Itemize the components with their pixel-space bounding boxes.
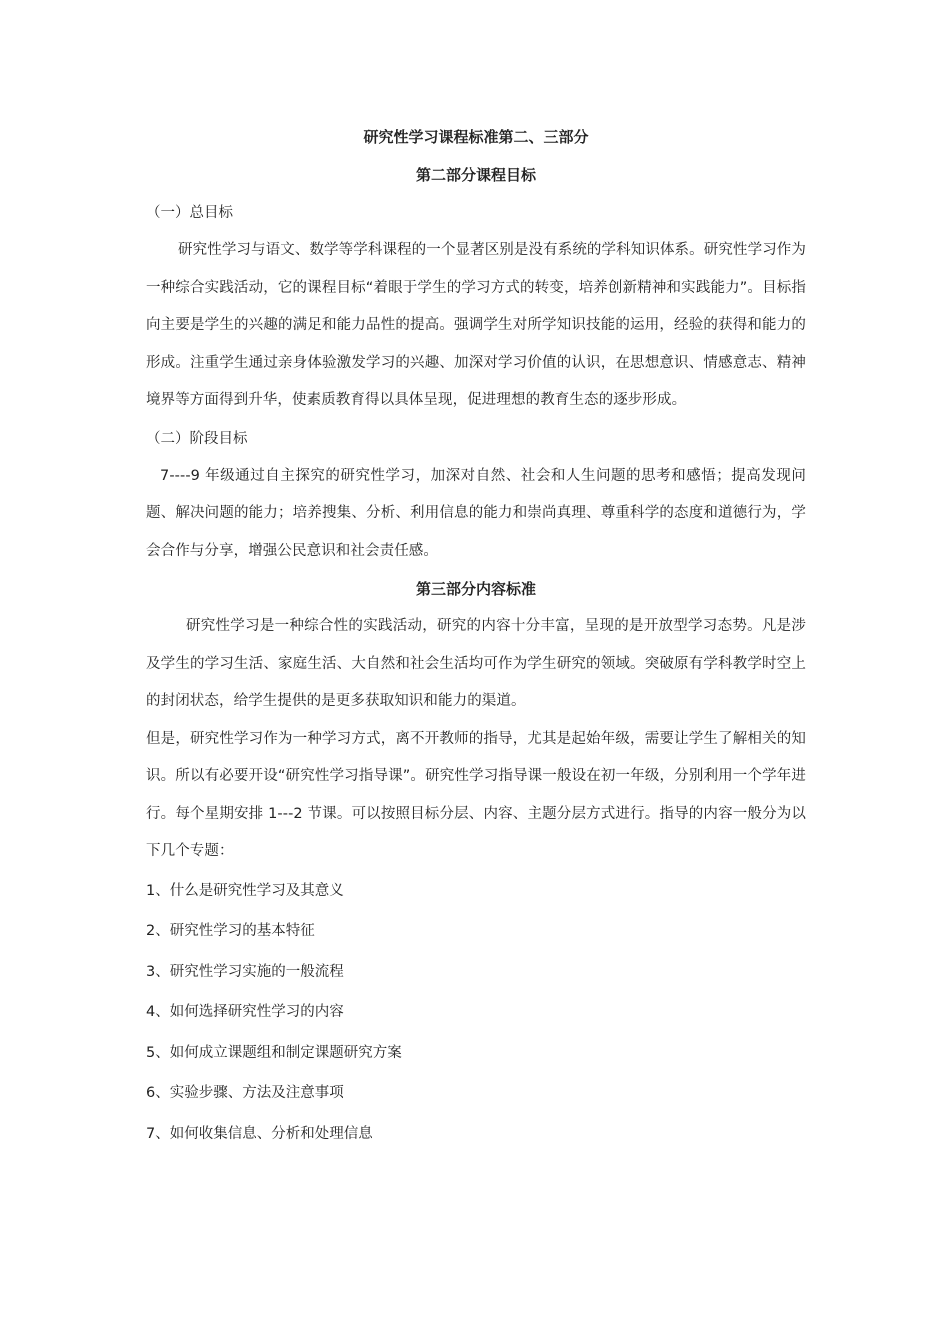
section2-heading: （二）阶段目标 [146, 430, 248, 447]
list-item: 1、什么是研究性学习及其意义 [146, 882, 344, 899]
list-item: 3、研究性学习实施的一般流程 [146, 963, 344, 980]
part3-paragraph-1: 研究性学习是一种综合性的实践活动，研究的内容十分丰富，呈现的是开放型学习态势。凡是涉及学生的学习生活、家庭生活、大自然和社会生活均可作为学生研究的领域。突破原有学科教学时空上的封闭状态，给学生提供的是更多获取知识和能力的渠道。 [146, 618, 806, 709]
list-item: 7、如何收集信息、分析和处理信息 [146, 1125, 373, 1142]
section1-heading: （一）总目标 [146, 205, 233, 221]
part2-title: 第二部分课程目标 [415, 166, 536, 184]
list-item: 2、研究性学习的基本特征 [146, 923, 315, 939]
part3-title: 第三部分内容标准 [415, 580, 536, 598]
section1-paragraph: 研究性学习与语文、数学等学科课程的一个显著区别是没有系统的学科知识体系。研究性学习作为一种综合实践活动，它的课程目标“着眼于学生的学习方式的转变，培养创新精神和实践能力”。目标指向主要是学生的兴趣的满足和能力品性的提高。强调学生对所学知识技能的运用，经验的获得和能力的形成。注重学生通过亲身体验激发学习的兴趣、加深对学习价值的认识，在思想意识、情感意志、精神境界等方面得到升华，使素质教育得以具体呈现，促进理想的教育生态的逐步形成。 [146, 242, 806, 408]
section2-paragraph: 7----9 年级通过自主探究的研究性学习，加深对自然、社会和人生问题的思考和感悟；提高发现问题、解决问题的能力；培养搜集、分析、利用信息的能力和崇尚真理、尊重科学的态度和道德行为，学会合作与分享，增强公民意识和社会责任感。 [146, 467, 806, 559]
list-item: 4、如何选择研究性学习的内容 [146, 1004, 344, 1020]
document-title: 研究性学习课程标准第二、三部分 [363, 128, 589, 146]
list-item: 5、如何成立课题组和制定课题研究方案 [146, 1044, 402, 1061]
document-page [146, 118, 806, 1154]
topic-list [146, 871, 806, 1155]
part3-paragraph-2: 但是，研究性学习作为一种学习方式，离不开教师的指导，尤其是起始年级，需要让学生了解相关的知识。所以有必要开设“研究性学习指导课”。研究性学习指导课一般设在初一年级，分别利用一个学年进行。每个星期安排 1---2 节课。可以按照目标分层、内容、主题分层方式进行。指导的内容一般分为以下几个专题： [146, 730, 806, 859]
list-item: 6、实验步骤、方法及注意事项 [146, 1085, 344, 1101]
